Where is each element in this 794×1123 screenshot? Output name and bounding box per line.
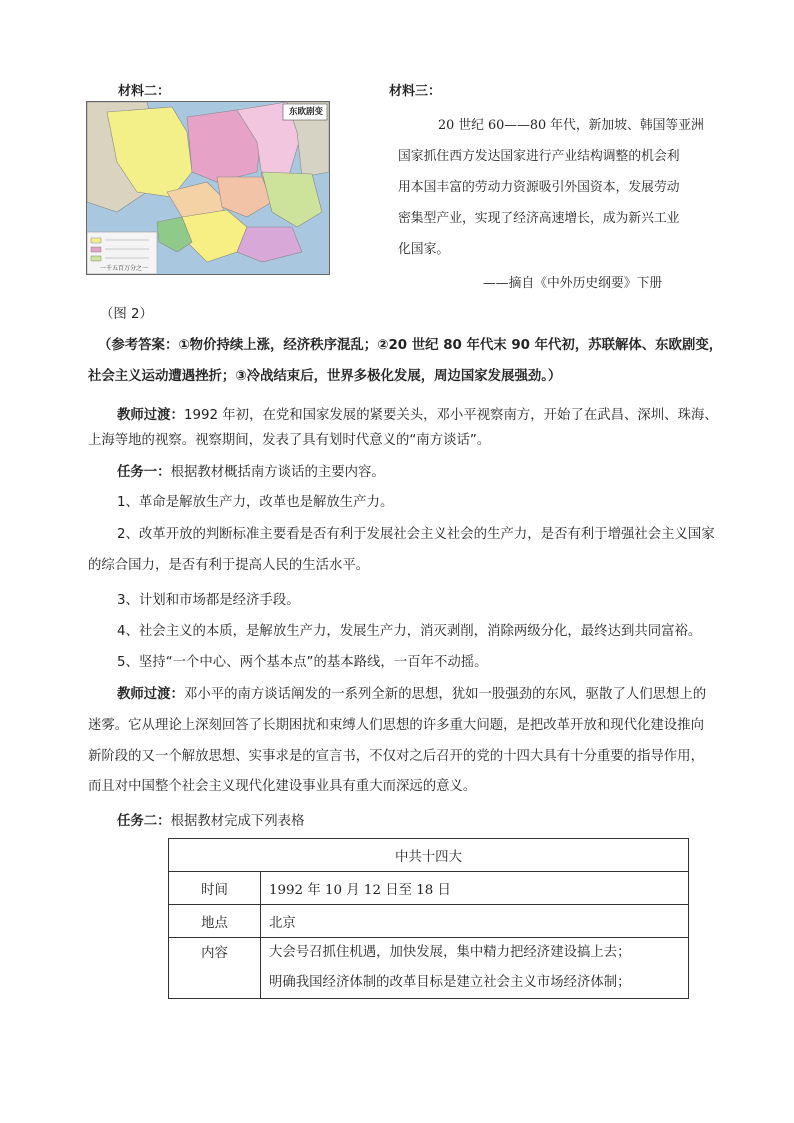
task1-point: 的综合国力，是否有利于提高人民的生活水平。 xyxy=(88,558,370,573)
task2-heading: 任务二：根据教材完成下列表格 xyxy=(117,814,305,829)
transition1-label: 教师过渡： xyxy=(117,408,184,423)
material3-line: 密集型产业，实现了经济高速增长，成为新兴工业 xyxy=(398,211,680,226)
material3-line: 20 世纪 60——80 年代，新加坡、韩国等亚洲 xyxy=(438,118,704,133)
table-header-row xyxy=(169,839,689,872)
table-row-label: 内容 xyxy=(169,938,261,999)
transition2-line: 迷雾。它从理论上深刻回答了长期困扰和束缚人们思想的许多重大问题，是把改革开放和现代化建设推向 xyxy=(88,718,704,733)
material3-source: ——摘自《中外历史纲要》下册 xyxy=(483,276,663,291)
congress-table xyxy=(168,838,689,999)
material3-line: 用本国丰富的劳动力资源吸引外国资本，发展劳动 xyxy=(398,180,680,195)
material3-line: 化国家。 xyxy=(398,242,450,257)
table-content-line: 明确我国经济体制的改革目标是建立社会主义市场经济体制； xyxy=(269,975,631,990)
table-title: 中共十四大 xyxy=(169,839,689,872)
table-row xyxy=(169,905,689,938)
task1-point: 1、革命是解放生产力，改革也是解放生产力。 xyxy=(117,495,394,510)
task1-point: 4、社会主义的本质，是解放生产力，发展生产力，消灭剥削，消除两级分化，最终达到共同富裕。 xyxy=(117,624,702,639)
map-eastern-europe xyxy=(86,101,330,275)
task1-point: 2、改革开放的判断标准主要看是否有利于发展社会主义社会的生产力，是否有利于增强社会主义国家 xyxy=(117,527,715,542)
task1-heading: 任务一：根据教材概括南方谈话的主要内容。 xyxy=(117,465,385,480)
table-content-cell xyxy=(261,938,689,999)
transition2-line: 新阶段的又一个解放思想、实事求是的宣言书，不仅对之后召开的党的十四大具有十分重要的指导作用， xyxy=(88,749,704,764)
material3-line: 国家抓住西方发达国家进行产业结构调整的机会利 xyxy=(398,149,680,164)
transition1-line: 教师过渡：1992 年初，在党和国家发展的紧要关头，邓小平视察南方，开始了在武昌、深圳、珠海、 xyxy=(117,408,718,423)
task2-label: 任务二： xyxy=(117,814,171,829)
material2-title: 材料二： xyxy=(118,84,171,99)
map-image xyxy=(87,102,329,274)
table-row-label: 时间 xyxy=(169,872,261,905)
map-caption: 一千五百万分之一 xyxy=(99,265,148,272)
transition2-line: 教师过渡：邓小平的南方谈话阐发的一系列全新的思想，犹如一股强劲的东风，驱散了人们思想上的 xyxy=(117,687,707,702)
figure-label: （图 2） xyxy=(100,307,153,322)
material3-title: 材料三： xyxy=(389,84,442,99)
table-row-value: 1992 年 10 月 12 日至 18 日 xyxy=(261,872,689,905)
transition2-label: 教师过渡： xyxy=(117,687,184,702)
transition2-line: 而且对中国整个社会主义现代化建设事业具有重大而深远的意义。 xyxy=(88,779,477,794)
transition1-line: 上海等地的视察。视察期间，发表了具有划时代意义的“南方谈话”。 xyxy=(88,433,491,448)
table-row-value: 北京 xyxy=(261,905,689,938)
answer-line: （参考答案：①物价持续上涨，经济秩序混乱；②20 世纪 80 年代末 90 年代初，苏联解体、东欧剧变， xyxy=(98,338,723,353)
task1-point: 3、计划和市场都是经济手段。 xyxy=(117,593,300,608)
table-content-line: 大会号召抓住机遇，加快发展，集中精力把经济建设搞上去； xyxy=(269,945,631,960)
table-row xyxy=(169,938,689,999)
task1-point: 5、坚持“一个中心、两个基本点”的基本路线，一百年不动摇。 xyxy=(117,655,488,670)
table-row-label: 地点 xyxy=(169,905,261,938)
table-row xyxy=(169,872,689,905)
task1-label: 任务一： xyxy=(117,465,171,480)
map-title: 东欧剧变 xyxy=(288,107,323,117)
answer-line: 社会主义运动遭遇挫折；③冷战结束后，世界多极化发展，周边国家发展强劲。） xyxy=(88,369,562,384)
